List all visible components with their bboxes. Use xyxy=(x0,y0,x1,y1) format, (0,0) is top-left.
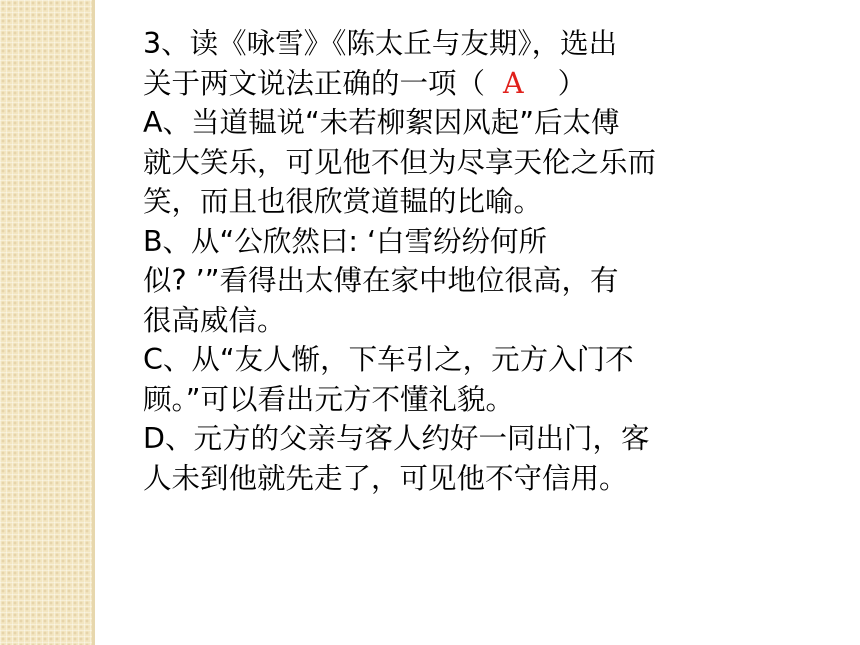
option-b-line-1: B、从“公欣然曰: ‘白雪纷纷何所 xyxy=(143,224,548,258)
question-stem-suffix: ） xyxy=(557,66,587,100)
question-stem-line-1: 3、读《咏雪》《陈太丘与友期》，选出 xyxy=(143,27,618,60)
option-c-line-2: 顾。”可以看出元方不懂礼貌。 xyxy=(143,382,515,416)
option-a-line-1: A、当道韫说“未若柳絮因风起”后太傅 xyxy=(143,106,620,139)
option-a-line-3: 笑，而且也很欣赏道韫的比喻。 xyxy=(143,185,543,218)
option-d-line-2: 人未到他就先走了，可见他不守信用。 xyxy=(143,461,628,495)
side-divider xyxy=(92,0,95,645)
answer-mark: A xyxy=(503,66,524,100)
decorative-side-panel xyxy=(0,0,92,645)
option-b-line-3: 很高威信。 xyxy=(143,303,286,337)
option-c-line-1: C、从“友人惭，下车引之，元方入门不 xyxy=(143,343,634,376)
question-text xyxy=(143,24,753,498)
option-d-line-1: D、元方的父亲与客人约好一同出门，客 xyxy=(143,422,650,455)
option-a-line-2: 就大笑乐，可见他不但为尽享天伦之乐而 xyxy=(143,145,657,179)
option-b-line-2: 似? ’”看得出太傅在家中地位很高，有 xyxy=(143,264,619,297)
question-stem-line-2 xyxy=(143,64,753,104)
question-stem-prefix: 关于两文说法正确的一项（ xyxy=(143,66,486,100)
